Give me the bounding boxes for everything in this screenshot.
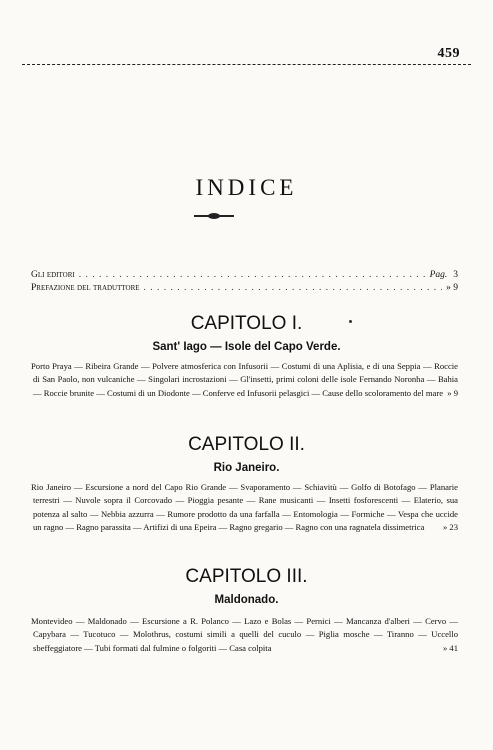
chapter-1-summary — [33, 360, 458, 400]
header-rule — [22, 64, 471, 65]
chapter-summary-text: Porto Praya — Ribeira Grande — Polvere atmosferica con Infusorii — Costumi di una Aplisia, e di una Seppia — Roccie di San Paolo, non vulcaniche — Singolari incrostazioni — Gl'insetti, primi coloni delle isole Fernando Noronha — Bahia — Roccie brunite — Costumi di un Diodonte — Conferve ed Infusorii pelasgici — Cause dello scoloramento del mare — [31, 361, 458, 398]
chapter-summary-text: Rio Janeiro — Escursione a nord del Capo Rio Grande — Svaporamento — Schiavitù — Golfo di Botofago — Planarie terrestri — Nuvole sopra il Corcovado — Pioggia pesante — Rane musicanti — Insetti fosforescenti — Elaterio, sua potenza al salto — Nebbia azzurra — Rumore prodotto da una farfalla — Entomologia — Formiche — Vespa che uccide un ragno — Ragno parassita — Artifizi di una Epeira — Ragno gregario — Ragno con una ragnatela dissimetrica — [31, 482, 458, 532]
chapter-2-subtitle: Rio Janeiro. — [213, 462, 280, 474]
dot-leader — [79, 270, 426, 280]
front-entry-prefazione — [31, 283, 458, 293]
chapter-1-subtitle: Sant' Iago — Isole del Capo Verde. — [152, 341, 341, 353]
entry-page: 3 — [453, 270, 458, 280]
title-ornament — [194, 215, 234, 217]
entry-label: Prefazione del traduttore — [31, 283, 140, 293]
chapter-summary-text: Montevideo — Maldonado — Escursione a R. Polanco — Lazo e Bolas — Pernici — Mancanza d'alberi — Cervo — Capybara — Tucotuco — Molothrus, costumi simili a quelli del cuculo — Piglia mosche — Tiranno — Uccello sbeffeggiatore — Tubi formati dal fulmine o folgoriti — Casa colpita — [31, 616, 458, 653]
chapter-2-heading: CAPITOLO II. — [188, 434, 305, 455]
front-entry-editori — [31, 270, 458, 280]
chapter-3-heading: CAPITOLO III. — [185, 566, 308, 587]
pag-label: Pag. — [429, 270, 448, 280]
chapter-page-ref: » 41 — [442, 642, 458, 653]
entry-page: » 9 — [446, 283, 458, 293]
entry-label: Gli editori — [31, 270, 75, 280]
chapter-1-heading: CAPITOLO I. — [190, 313, 303, 334]
index-title: INDICE — [195, 175, 298, 200]
chapter-page-ref: » 23 — [442, 521, 458, 532]
page-number: 459 — [437, 46, 460, 61]
chapter-3-subtitle: Maldonado. — [214, 594, 279, 606]
dot-leader — [144, 283, 443, 293]
chapter-page-ref: » 9 — [447, 387, 458, 398]
chapter-2-summary — [33, 481, 458, 534]
chapter-3-summary — [33, 615, 458, 655]
